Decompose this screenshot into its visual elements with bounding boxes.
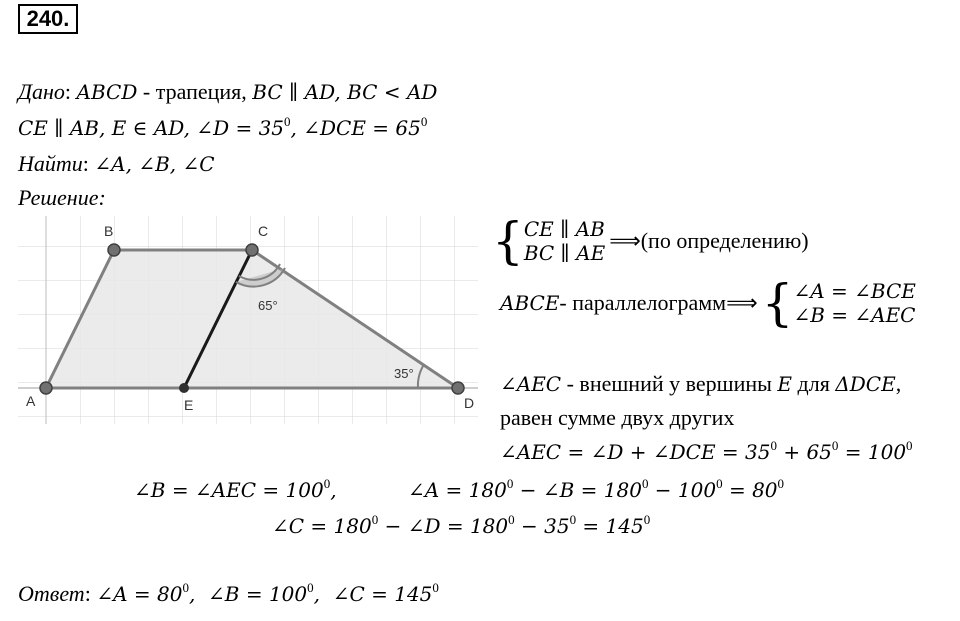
label-a: A xyxy=(26,393,36,409)
trapezoid-text: - трапеция, xyxy=(137,79,253,104)
point-c xyxy=(246,244,258,256)
answer-b: ∠B = 100 xyxy=(208,582,308,606)
angle-a-equation: ∠A = $180^0$ − ∠B = $180^0 - 100^0 = 80^0$ xyxy=(408,476,785,502)
solution-label: Решение: xyxy=(18,185,106,210)
label-b: B xyxy=(104,223,114,239)
answer-line: Ответ: ∠A = $80^0$, ∠B = $100^0$, ∠C = $145^0$ xyxy=(18,580,439,606)
trapezoid-name: ABCD xyxy=(76,80,138,104)
trapezoid-figure xyxy=(18,216,478,424)
given-label: Дано xyxy=(18,79,65,104)
angle-65-label: 65° xyxy=(258,298,278,313)
label-c: C xyxy=(258,223,269,239)
parallelogram-statement: ABCE - параллелограмм ⟹ { ∠A = ∠BCE ∠B = ∠AEC xyxy=(500,274,916,332)
point-a xyxy=(40,382,52,394)
angle-c-equation: ∠C = $180^0$ − ∠D = $180^0 - 35^0 = 145^0$ xyxy=(272,512,651,538)
point-b xyxy=(108,244,120,256)
find-line: Найти: ∠A, ∠B, ∠C xyxy=(18,151,215,176)
aec-equation: ∠AEC = ∠D + ∠DCE = $35^0 + 65^0 = 100^0$ xyxy=(500,438,913,464)
equal-sum-line: равен сумме двух других xyxy=(500,405,735,430)
system-line-bc-ae: BC ∥ AE xyxy=(523,241,606,265)
problem-number: 240. xyxy=(18,4,78,34)
angle-a-eq-bce: ∠A = ∠BCE xyxy=(793,279,916,303)
point-d xyxy=(452,382,464,394)
system-parallel: { CE ∥ AB BC ∥ AE ⟹ (по определению) xyxy=(492,212,809,270)
angle-b-equation: ∠B = ∠AEC = $100^0$, xyxy=(134,476,337,502)
angle-b-eq-aec: ∠B = ∠AEC xyxy=(793,303,916,327)
given-condition-2: CE ∥ AB, E ∈ AD, ∠D = 35 xyxy=(18,116,285,140)
point-e xyxy=(179,383,189,393)
parallelogram-name: ABCE xyxy=(500,291,560,315)
exterior-angle-line: ∠AEC - внешний у вершины E для ΔDCE, xyxy=(500,371,902,396)
label-e: E xyxy=(184,397,194,413)
angle-35-label: 35° xyxy=(394,366,414,381)
find-text: ∠A, ∠B, ∠C xyxy=(94,152,215,176)
answer-a: ∠A = 80 xyxy=(96,582,183,606)
find-label: Найти xyxy=(18,151,83,176)
given-line-1: Дано: ABCD - трапеция, BC ∥ AD, BC < AD xyxy=(18,79,438,104)
system-line-ce-ab: CE ∥ AB xyxy=(523,217,605,241)
implies-arrow-2: ⟹ xyxy=(726,290,758,315)
given-line-2: CE ∥ AB, E ∈ AD, ∠D = $35^0$, ∠DCE = $65^0$ xyxy=(18,114,428,140)
implies-arrow-1: ⟹ xyxy=(609,228,641,253)
label-d: D xyxy=(464,395,475,411)
answer-c: ∠C = 145 xyxy=(332,582,433,606)
by-definition-note: (по определению) xyxy=(640,228,809,253)
given-condition-1: BC ∥ AD, BC < AD xyxy=(252,80,438,104)
answer-label: Ответ xyxy=(18,581,85,606)
